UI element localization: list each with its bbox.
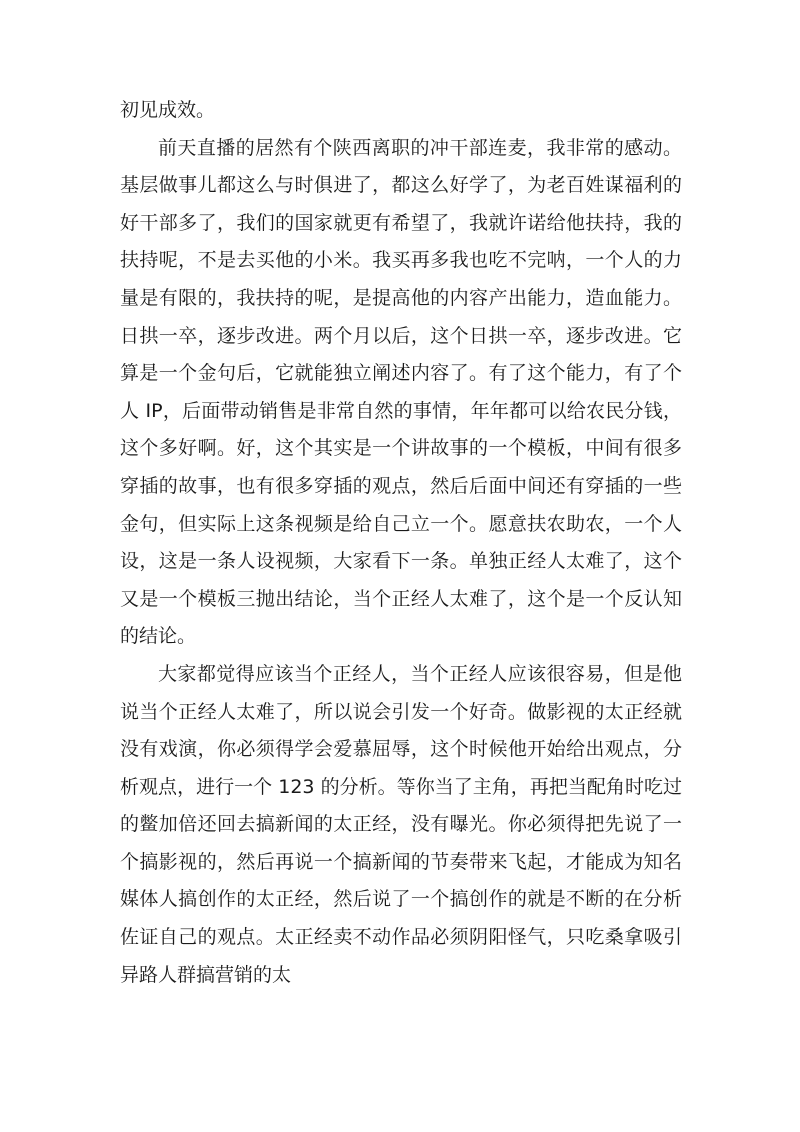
paragraph-3: 大家都觉得应该当个正经人，当个正经人应该很容易，但是他说当个正经人太难了，所以说会引发一个好奇。做影视的太正经就没有戏演，你必须得学会爱慕屈辱，这个时候他开始给出观点，分析观点，进行一个 123 的分析。等你当了主角，再把当配角时吃过的鳖加倍还回去搞新闻的太正经，没有曝光。你必须得把先说了一个搞影视的，然后再说一个搞新闻的节奏带来飞起，才能成为知名媒体人搞创作的太正经，然后说了一个搞创作的就是不断的在分析佐证自己的观点。太正经卖不动作品必须阴阳怪气，只吃桑拿吸引异路人群搞营销的太 bbox=[120, 662, 682, 986]
paragraph-1: 初见成效。 bbox=[120, 99, 216, 121]
document-page bbox=[120, 92, 682, 994]
paragraph-2: 前天直播的居然有个陕西离职的冲干部连麦，我非常的感动。基层做事儿都这么与时俱进了，都这么好学了，为老百姓谋福利的好干部多了，我们的国家就更有希望了，我就许诺给他扶持，我的扶持呢，不是去买他的小米。我买再多我也吃不完呐，一个人的力量是有限的，我扶持的呢，是提高他的内容产出能力，造血能力。日拱一卒，逐步改进。两个月以后，这个日拱一卒，逐步改进。它算是一个金句后，它就能独立阐述内容了。有了这个能力，有了个人 IP，后面带动销售是非常自然的事情，年年都可以给农民分钱，这个多好啊。好，这个其实是一个讲故事的一个模板，中间有很多穿插的故事，也有很多穿插的观点，然后后面中间还有穿插的一些金句，但实际上这条视频是给自己立一个。愿意扶农助农，一个人设，这是一条人设视频，大家看下一条。单独正经人太难了，这个又是一个模板三抛出结论，当个正经人太难了，这个是一个反认知的结论。 bbox=[120, 136, 682, 648]
